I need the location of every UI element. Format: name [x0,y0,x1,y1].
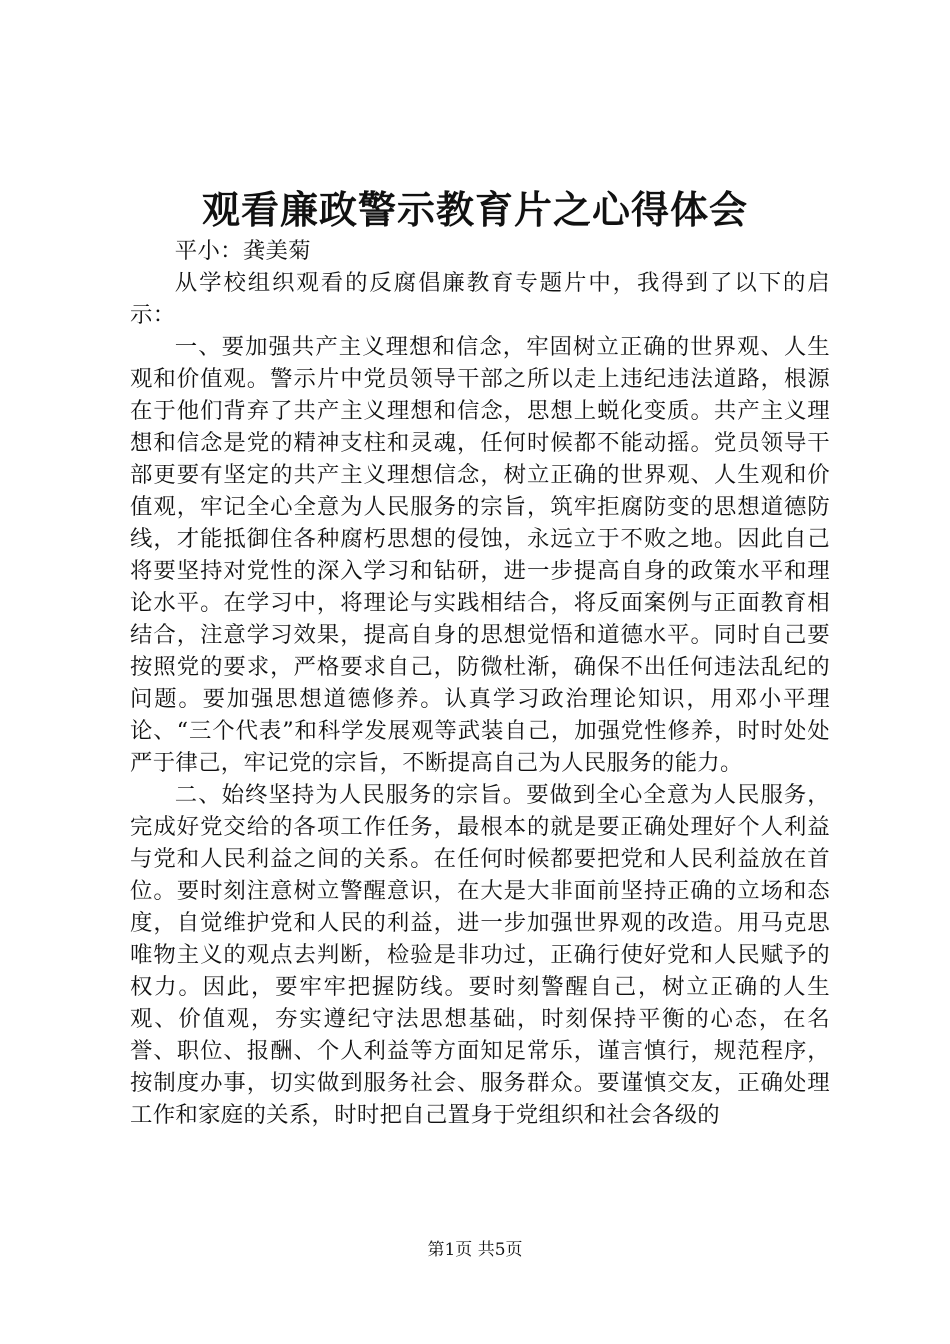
paragraph-one: 一、要加强共产主义理想和信念，牢固树立正确的世界观、人生观和价值观。警示片中党员领导干部之所以走上违纪违法道路，根源在于他们背弃了共产主义理想和信念，思想上蜕化变质。共产主义理想和信念是党的精神支柱和灵魂，任何时候都不能动摇。党员领导干部更要有坚定的共产主义理想信念，树立正确的世界观、人生观和价值观，牢记全心全意为人民服务的宗旨，筑牢拒腐防变的思想道德防线，才能抵御住各种腐朽思想的侵蚀，永远立于不败之地。因此自己将要坚持对党性的深入学习和钻研，进一步提高自身的政策水平和理论水平。在学习中，将理论与实践相结合，将反面案例与正面教育相结合，注意学习效果，提高自身的思想觉悟和道德水平。同时自己要按照党的要求，严格要求自己，防微杜渐，确保不出任何违法乱纪的问题。要加强思想道德修养。认真学习政治理论知识，用邓小平理论、“三个代表”和科学发展观等武装自己，加强党性修养，时时处处严于律己，牢记党的宗旨，不断提高自己为人民服务的能力。 [130,334,830,776]
document-title: 观看廉政警示教育片之心得体会 [201,187,748,232]
author-line: 平小：龚美菊 [174,238,311,264]
page-footer: 第1页 共5页 [427,1240,523,1260]
document-body [130,235,830,1131]
paragraph-intro: 从学校组织观看的反腐倡廉教育专题片中，我得到了以下的启示： [130,270,830,328]
paragraph-two: 二、始终坚持为人民服务的宗旨。要做到全心全意为人民服务，完成好党交给的各项工作任务，最根本的就是要正确处理好个人利益与党和人民利益之间的关系。在任何时候都要把党和人民利益放在首位。要时刻注意树立警醒意识，在大是大非面前坚持正确的立场和态度，自觉维护党和人民的利益，进一步加强世界观的改造。用马克思唯物主义的观点去判断，检验是非功过，正确行使好党和人民赋予的权力。因此，要牢牢把握防线。要时刻警醒自己，树立正确的人生观、价值观，夯实遵纪守法思想基础，时刻保持平衡的心态，在名誉、职位、报酬、个人利益等方面知足常乐，谨言慎行，规范程序，按制度办事，切实做到服务社会、服务群众。要谨慎交友，正确处理工作和家庭的关系，时时把自己置身于党组织和社会各级的 [130,782,830,1128]
